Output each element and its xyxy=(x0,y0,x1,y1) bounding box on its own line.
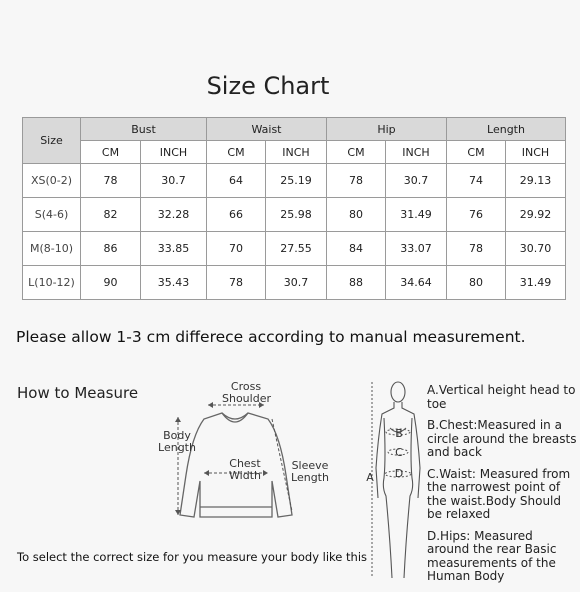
table-row xyxy=(23,266,566,300)
cross-shoulder-label-line1: Cross xyxy=(230,380,262,393)
body-length-label xyxy=(158,430,196,454)
unit-header-cm: CM xyxy=(207,141,266,164)
unit-header-cm: CM xyxy=(81,141,141,164)
page-title: Size Chart xyxy=(206,72,330,100)
table-cell: 30.7 xyxy=(266,266,327,300)
table-cell: 33.07 xyxy=(386,232,447,266)
table-cell: 32.28 xyxy=(141,198,207,232)
table-cell: 30.70 xyxy=(506,232,566,266)
table-cell: 29.13 xyxy=(506,164,566,198)
size-label: XS(0-2) xyxy=(23,164,81,198)
table-cell: 78 xyxy=(81,164,141,198)
unit-header-inch: INCH xyxy=(141,141,207,164)
chest-width-label xyxy=(225,458,265,482)
table-cell: 66 xyxy=(207,198,266,232)
marker-d: D xyxy=(394,467,404,480)
chest-width-label-line1: Chest xyxy=(229,457,261,470)
table-cell: 82 xyxy=(81,198,141,232)
size-chart-table xyxy=(22,117,566,300)
table-cell: 25.19 xyxy=(266,164,327,198)
table-cell: 84 xyxy=(327,232,386,266)
table-cell: 27.55 xyxy=(266,232,327,266)
sleeve-length-label-line1: Sleeve xyxy=(291,459,329,472)
table-cell: 29.92 xyxy=(506,198,566,232)
sleeve-length-label xyxy=(290,460,330,484)
sleeve-length-label-line2: Length xyxy=(291,471,329,484)
size-label: M(8-10) xyxy=(23,232,81,266)
cross-shoulder-label-line2: Shoulder xyxy=(222,392,271,405)
table-cell: 70 xyxy=(207,232,266,266)
table-cell: 34.64 xyxy=(386,266,447,300)
size-label: L(10-12) xyxy=(23,266,81,300)
table-cell: 30.7 xyxy=(141,164,207,198)
table-cell: 31.49 xyxy=(386,198,447,232)
table-row xyxy=(23,232,566,266)
note-d-hips: D.Hips: Measured around the rear Basic measurements of the Human Body xyxy=(427,528,557,583)
table-row xyxy=(23,198,566,232)
how-to-measure-heading: How to Measure xyxy=(17,384,139,402)
table-cell: 78 xyxy=(207,266,266,300)
body-length-label-line2: Length xyxy=(158,441,196,454)
marker-b: B xyxy=(395,427,403,440)
table-cell: 33.85 xyxy=(141,232,207,266)
note-c-waist: C.Waist: Measured from the narrowest point of the waist.Body Should be relaxed xyxy=(427,466,571,521)
marker-a: A xyxy=(366,471,374,484)
measurement-notes xyxy=(427,384,577,592)
table-cell: 64 xyxy=(207,164,266,198)
unit-header-inch: INCH xyxy=(386,141,447,164)
unit-header-inch: INCH xyxy=(506,141,566,164)
table-cell: 80 xyxy=(327,198,386,232)
group-header-length: Length xyxy=(447,118,566,141)
note-b-chest: B.Chest:Measured in a circle around the breasts and back xyxy=(427,418,577,459)
table-cell: 80 xyxy=(447,266,506,300)
table-cell: 88 xyxy=(327,266,386,300)
group-header-waist: Waist xyxy=(207,118,327,141)
table-cell: 76 xyxy=(447,198,506,232)
unit-header-inch: INCH xyxy=(266,141,327,164)
unit-header-cm: CM xyxy=(327,141,386,164)
table-cell: 25.98 xyxy=(266,198,327,232)
table-cell: 78 xyxy=(447,232,506,266)
marker-c: C xyxy=(395,446,403,459)
size-label: S(4-6) xyxy=(23,198,81,232)
table-cell: 30.7 xyxy=(386,164,447,198)
measurement-notice: Please allow 1-3 cm differece according to manual measurement. xyxy=(16,328,526,346)
table-cell: 31.49 xyxy=(506,266,566,300)
cross-shoulder-label xyxy=(222,381,270,405)
group-header-hip: Hip xyxy=(327,118,447,141)
table-cell: 74 xyxy=(447,164,506,198)
group-header-bust: Bust xyxy=(81,118,207,141)
table-cell: 78 xyxy=(327,164,386,198)
unit-header-cm: CM xyxy=(447,141,506,164)
chest-width-label-line2: Width xyxy=(229,469,261,482)
table-cell: 86 xyxy=(81,232,141,266)
body-length-label-line1: Body xyxy=(163,429,191,442)
note-a-height: A.Vertical height head to toe xyxy=(427,383,576,411)
table-cell: 90 xyxy=(81,266,141,300)
size-column-header: Size xyxy=(23,118,81,164)
table-row xyxy=(23,164,566,198)
table-cell: 35.43 xyxy=(141,266,207,300)
measurement-advice: To select the correct size for you measure your body like this xyxy=(17,550,368,564)
